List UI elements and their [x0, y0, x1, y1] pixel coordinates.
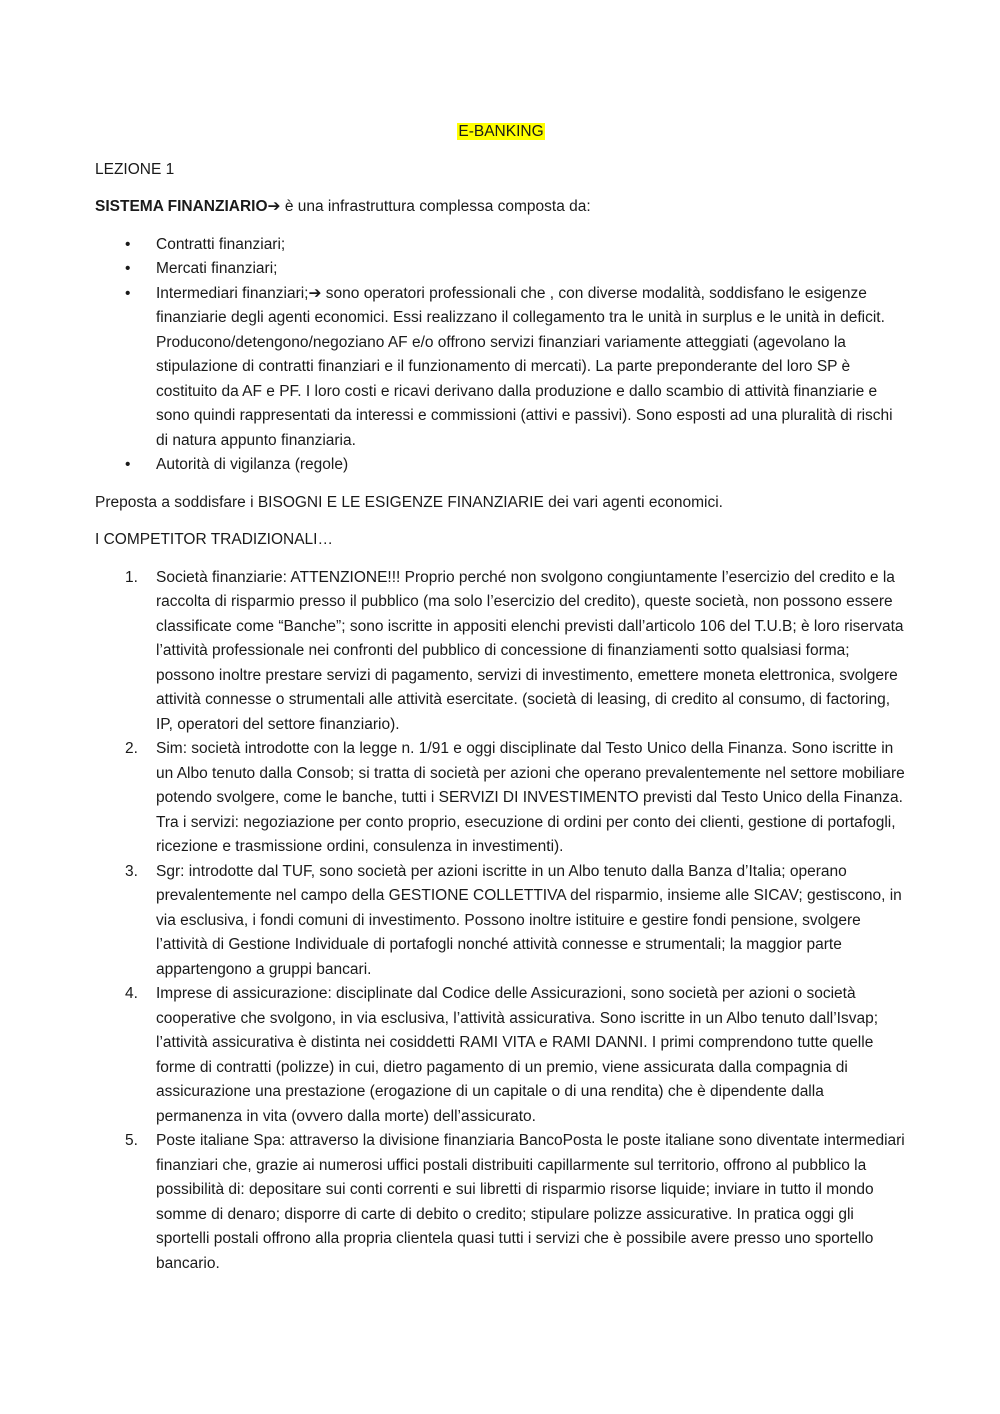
list-item-text: Contratti finanziari; — [156, 235, 286, 253]
intro-text: è una infrastruttura complessa composta da: — [280, 198, 591, 215]
list-item-text: Sgr: introdotte dal TUF, sono società per azioni iscritte in un Albo tenuto dalla Banza d’Italia; operano prevalentemente nel campo della GESTIONE COLLETTIVA del risparmio, insieme alle SICAV; gestiscono, in via esclusiva, i fondi comuni di investimento. Possono inoltre istituire e gestire fondi pensione, svolgere l’attività di Gestione Individuale di portafogli nonché attività connesse e strumentali; la maggior parte appartengono a gruppi bancari. — [156, 862, 902, 978]
list-item — [95, 982, 907, 1129]
list-number: 3. — [125, 862, 138, 880]
list-item-text: Società finanziarie: ATTENZIONE!!! Proprio perché non svolgono congiuntamente l’esercizio del credito e la raccolta di risparmio presso il pubblico (ma solo l’esercizio del credito), queste società, non possono essere classificate come “Banche”; sono iscritte in appositi elenchi previsti dall’articolo 106 del T.U.B; è loro riservata l’attività professionale nei confronti del pubblico di concessione di finanziamenti sotto qualsiasi forma; possono inoltre prestare servizi di pagamento, servizi di investimento, emettere moneta elettronica, svolgere attività connesse o strumentali alle attività esercitate. (società di leasing, di credito al consumo, di factoring, IP, operatori del settore finanziario). — [156, 568, 904, 733]
list-item-text: Intermediari finanziari;➔ sono operatori professionali che , con diverse modalità, soddisfano le esigenze finanziarie degli agenti economici. Essi realizzano il collegamento tra le unità in surplus e le unità in deficit. Producono/detengono/negoziano AF e/o offrono servizi finanziari variamente atteggiati (agevolano la stipulazione di contratti finanziari e il funzionamento di mercati). La parte preponderante del loro SP è costituito da AF e PF. I loro costi e ricavi derivano dalla produzione e dallo scambio di attività finanziarie e sono quindi rappresentati da interessi e commissioni (attivi e passivi). Sono esposti ad una pluralità di rischi di natura appunto finanziaria. — [156, 284, 893, 449]
list-item-text: Mercati finanziari; — [156, 260, 278, 277]
arrow-icon: ➔ — [267, 198, 281, 215]
title-block — [95, 120, 907, 145]
list-item — [95, 737, 907, 860]
document-title: E-BANKING — [458, 123, 544, 140]
competitors-heading: I COMPETITOR TRADIZIONALI… — [95, 531, 333, 548]
list-item — [95, 453, 907, 478]
list-item — [95, 1129, 907, 1276]
purpose-paragraph: Preposta a soddisfare i BISOGNI E LE ESIGENZE FINANZIARIE dei vari agenti economici. — [95, 493, 723, 511]
bullet-icon: • — [125, 235, 131, 253]
list-number: 4. — [125, 985, 138, 1002]
list-number: 2. — [125, 740, 138, 757]
competitors-list — [95, 566, 907, 1277]
list-item — [95, 257, 907, 282]
list-number: 5. — [125, 1132, 138, 1149]
document-page — [95, 120, 907, 1276]
list-item-text: Poste italiane Spa: attraverso la divisione finanziaria BancoPosta le poste italiane sono diventate intermediari finanziari che, grazie ai numerosi uffici postali distribuiti capillarmente sul territorio, offrono al pubblico la possibilità di: depositare sui conti correnti e sui libretti di risparmio risorse liquide; inviare in tutto il mondo somme di denaro; disporre di carte di debito o credito; stipulare polizze assicurative. In pratica oggi gli sportelli postali offrono alla propria clientela quasi tutti i servizi che è possibile avere presso uno sportello bancario. — [156, 1132, 905, 1272]
list-item-text: Sim: società introdotte con la legge n. 1/91 e oggi disciplinate dal Testo Unico della Finanza. Sono iscritte in un Albo tenuto dalla Consob; si tratta di società per azioni che operano prevalentemente nel settore mobiliare potendo svolgere, come le banche, tutti i SERVIZI DI INVESTIMENTO previsti dal Testo Unico della Finanza. Tra i servizi: negoziazione per conto proprio, esecuzione di ordini per conto dei clienti, gestione di portafogli, ricezione e trasmissione ordini, consulenza in investimenti). — [156, 740, 905, 855]
intro-term: SISTEMA FINANZIARIO — [95, 198, 268, 215]
list-item — [95, 566, 907, 738]
list-item-text: Imprese di assicurazione: disciplinate dal Codice delle Assicurazioni, sono società per azioni o società cooperative che svolgono, in via esclusiva, l’attività assicurativa. Sono iscritte in un Albo tenuto dall’Isvap; l’attività assicurativa è distinta nei cosiddetti RAMI VITA e RAMI DANNI. I primi comprendono tutte quelle forme di contratti (polizze) in cui, dietro pagamento di un premio, viene assicurata dalla compagnia di assicurazione una prestazione (erogazione di un capitale o di una rendita) che è dipendente dalla permanenza in vita (ovvero dalla morte) dell’assicurato. — [156, 985, 878, 1125]
list-number: 1. — [125, 568, 138, 586]
bullet-icon: • — [125, 260, 131, 277]
bullet-icon: • — [125, 456, 131, 473]
list-item — [95, 233, 907, 258]
intro-paragraph — [95, 195, 907, 220]
bullet-icon: • — [125, 284, 131, 302]
lesson-heading: LEZIONE 1 — [95, 160, 175, 178]
list-item-text: Autorità di vigilanza (regole) — [156, 456, 349, 473]
list-item — [95, 860, 907, 983]
list-item — [95, 282, 907, 454]
components-list — [95, 233, 907, 478]
